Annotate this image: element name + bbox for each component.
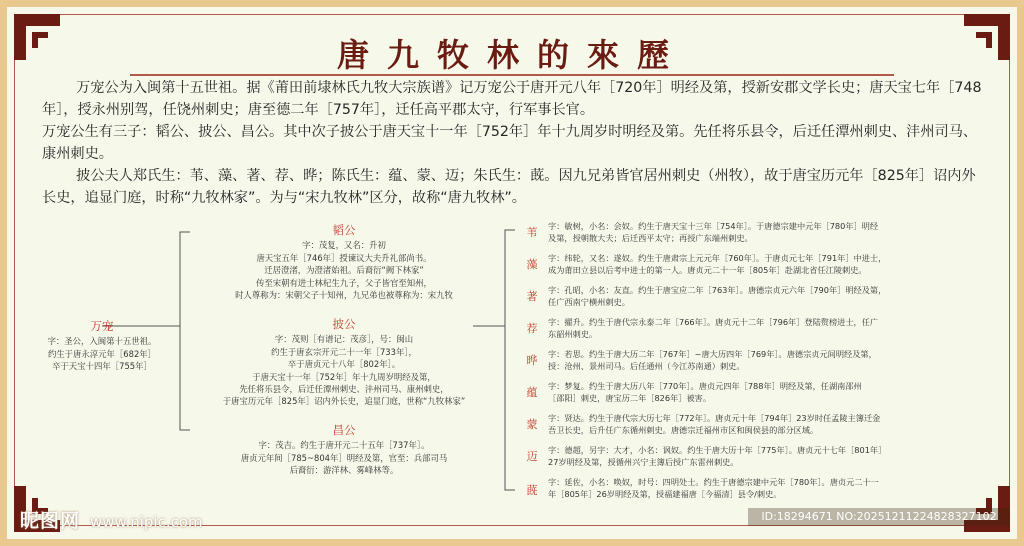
son-detail-line: 先任将乐县令，后迁任潭州刺史、沣州司马、康州刺史， [239, 384, 449, 395]
grandson-detail-line: 年［805年］26岁明经及第，授福建福唐［今福清］县令/刺史。 [548, 489, 782, 500]
son-detail-line: 字：茂吉。约生于唐开元二十五年［737年］。 [258, 440, 430, 451]
grandson-detail [548, 284, 886, 309]
grandson-detail-line: 授：沧州、景州司马。后任通州（今江苏南通）刺史。 [548, 361, 745, 372]
son-name: 韬公 [332, 223, 356, 237]
grandson-detail-line: 字：擢升。约生于唐代宗永泰二年［766年］。唐贞元十二年［796年］登陆赘榜进士，任广 [548, 317, 879, 327]
grandson-name: 著 [526, 290, 538, 303]
page-title: 唐九牧林的來歷 [336, 36, 687, 74]
son-detail-line: 传至宋朝有进士林杞生九子，父子皆官至知州， [256, 277, 432, 288]
son-detail-line: 约生于唐玄宗开元二十一年［733年］， [271, 346, 417, 357]
son-detail-line: 于唐天宝十一年［752年］年十九周岁明经及第， [252, 371, 436, 382]
grandson-detail-line: 成为莆田立县以后考中进士的第一人。唐贞元二十一年［805年］赴湖北省任江陵刺史。 [548, 265, 867, 276]
grandson-detail-line: 字：贤达。约生于唐代宗大历七年［772年］。唐贞元十年［794年］23岁时任孟陵主簿迁金 [548, 413, 881, 423]
intro-paragraph: 万宠公为入闽第十五世祖。据《莆田前埭林氏九牧大宗族谱》记万宠公于唐开元八年［720年］明经及第，授新安郡文学长史；唐天宝七年［748年］，授永州别驾，任饶州刺史；唐至德二年［757年］，迁任高平郡太守，行军事长官。 [42, 80, 982, 118]
grandson-detail-line: 字：纬轮，又名：遂奴。约生于唐肃宗上元元年［760年］。于唐贞元七年［791年］中进士， [548, 253, 887, 263]
grandson-detail-line: 字：梦复。约生于唐大历八年［770年］。唐贞元四年［788年］明经及第，任湖南邵州 [548, 381, 862, 391]
son-detail-line: 时人尊称为：宋朝父子十知州，九兄弟也被尊称为：宋九牧 [235, 290, 453, 301]
site-watermark [20, 506, 203, 533]
son-detail-line: 后裔衍：游洋林、雾峰林等。 [289, 465, 399, 476]
watermark-url: www.nipic.com [90, 513, 203, 531]
grandson-detail [548, 476, 879, 501]
ancestor-detail-line: 字：圣公，入闽第十五世祖。 [47, 336, 157, 347]
ancestor-wanchong [22, 320, 182, 373]
son-detail-line: 字：茂则［有谱记：茂彦］，号：闽山 [274, 334, 414, 345]
son-detail-line: 字：茂复，又名：升初 [302, 240, 386, 251]
watermark-brand: 昵图网 [20, 510, 81, 532]
grandson-detail-line: 任广西南宁横州刺史。 [548, 297, 630, 308]
son-detail-line: 唐贞元年间［785~804年］明经及第，官至：兵部司马 [240, 452, 448, 463]
grandson-detail-line: 东韶州刺史。 [548, 329, 598, 340]
grandson-detail [548, 380, 862, 405]
intro-paragraph: 披公夫人郑氏生：苇、藻、著、荐、晔；陈氏生：蕴、蒙、迈；朱氏生：蔇。因九兄弟皆官居州刺史（州牧），故于唐宝历元年［825年］诏内外长史，追显门庭，时称“九牧林家”。为与“宋九牧林”区分，故称“唐九牧林”。 [42, 168, 976, 206]
grandson-name: 蒙 [526, 418, 538, 431]
grandson-name: 迈 [526, 450, 538, 463]
son-tao [188, 224, 500, 301]
grandson-name: 苇 [526, 226, 538, 239]
grandson-detail-line: 字：若思。约生于唐大历二年［767年］~唐大历四年［769年］。唐德宗贞元间明经及第， [548, 349, 877, 359]
son-detail-line: 迁居澄渚，为澄渚始祖。后裔衍“阙下林家” [264, 265, 424, 276]
son-detail-line: 卒于唐贞元十八年［802年］。 [287, 359, 401, 370]
grandson-name: 晔 [526, 354, 538, 367]
grandson-name: 蔇 [526, 484, 538, 497]
grandson-detail [548, 220, 878, 245]
son-chang [188, 424, 500, 477]
grandson-detail-line: ［邵阳］刺史，唐宝历二年［826年］被害。 [548, 393, 712, 404]
ancestor-detail-line: 约生于唐永淳元年［682年］ [47, 348, 157, 359]
son-detail-line: 于唐宝历元年［825年］诏内外长史，追显门庭，世称“九牧林家” [222, 396, 466, 407]
son-name: 昌公 [332, 423, 356, 437]
grandson-detail-line: 及第，授朝散大夫；后迁西平太守；再授广东端州刺史。 [548, 233, 753, 244]
grandson-name: 荐 [526, 322, 538, 335]
grandson-detail-line: 字：延佐，小名：唤奴，时号：四明处士。约生于唐德宗建中元年［780年］。唐贞元二十一 [548, 477, 879, 487]
son-detail-line: 唐天宝五年［746年］授谏议大夫升礼部尚书。 [256, 252, 432, 263]
ancestor-name: 万宠 [90, 319, 114, 333]
son-pi [188, 318, 500, 408]
grandson-detail-line: 字：敏树，小名：会奴。约生于唐天宝十三年［754年］。于唐德宗建中元年［780年］明经 [548, 221, 879, 231]
grandson-detail [548, 316, 878, 341]
grandson-detail [548, 252, 886, 277]
grandson-detail [548, 348, 877, 373]
ancestor-detail-line: 卒于天宝十四年［755年］ [52, 361, 152, 372]
son-name: 披公 [332, 317, 356, 331]
grandson-name: 蕴 [526, 386, 538, 399]
grandson-detail-line: 字：德超，另字：大才，小名：讽奴。约生于唐大历十年［775年］。唐贞元十七年［801年］ [548, 445, 887, 455]
grandson-detail [548, 444, 886, 469]
grandson-detail-line: 27岁明经及第，授循州兴宁主簿后授广东雷州刺史。 [548, 457, 739, 468]
grandson-name: 藻 [526, 258, 538, 271]
image-id-strip: ID:18294671 NO:20251211224828327102 [748, 508, 1010, 526]
grandson-detail-line: 字：孔昭，小名：友直。约生于唐宝应二年［763年］。唐德宗贞元六年［790年］明经及第， [548, 285, 887, 295]
grandson-detail [548, 412, 880, 437]
intro-paragraph: 万宠公生有三子：韬公、披公、昌公。其中次子披公于唐天宝十一年［752年］年十九周岁时明经及第。先任将乐县令，后迁任潭州刺史、沣州司马、康州刺史。 [42, 124, 978, 162]
grandson-detail-line: 吾卫长史，后升任广东循州刺史。唐德宗迁福州市区和闽侯县的部分区域。 [548, 425, 819, 436]
